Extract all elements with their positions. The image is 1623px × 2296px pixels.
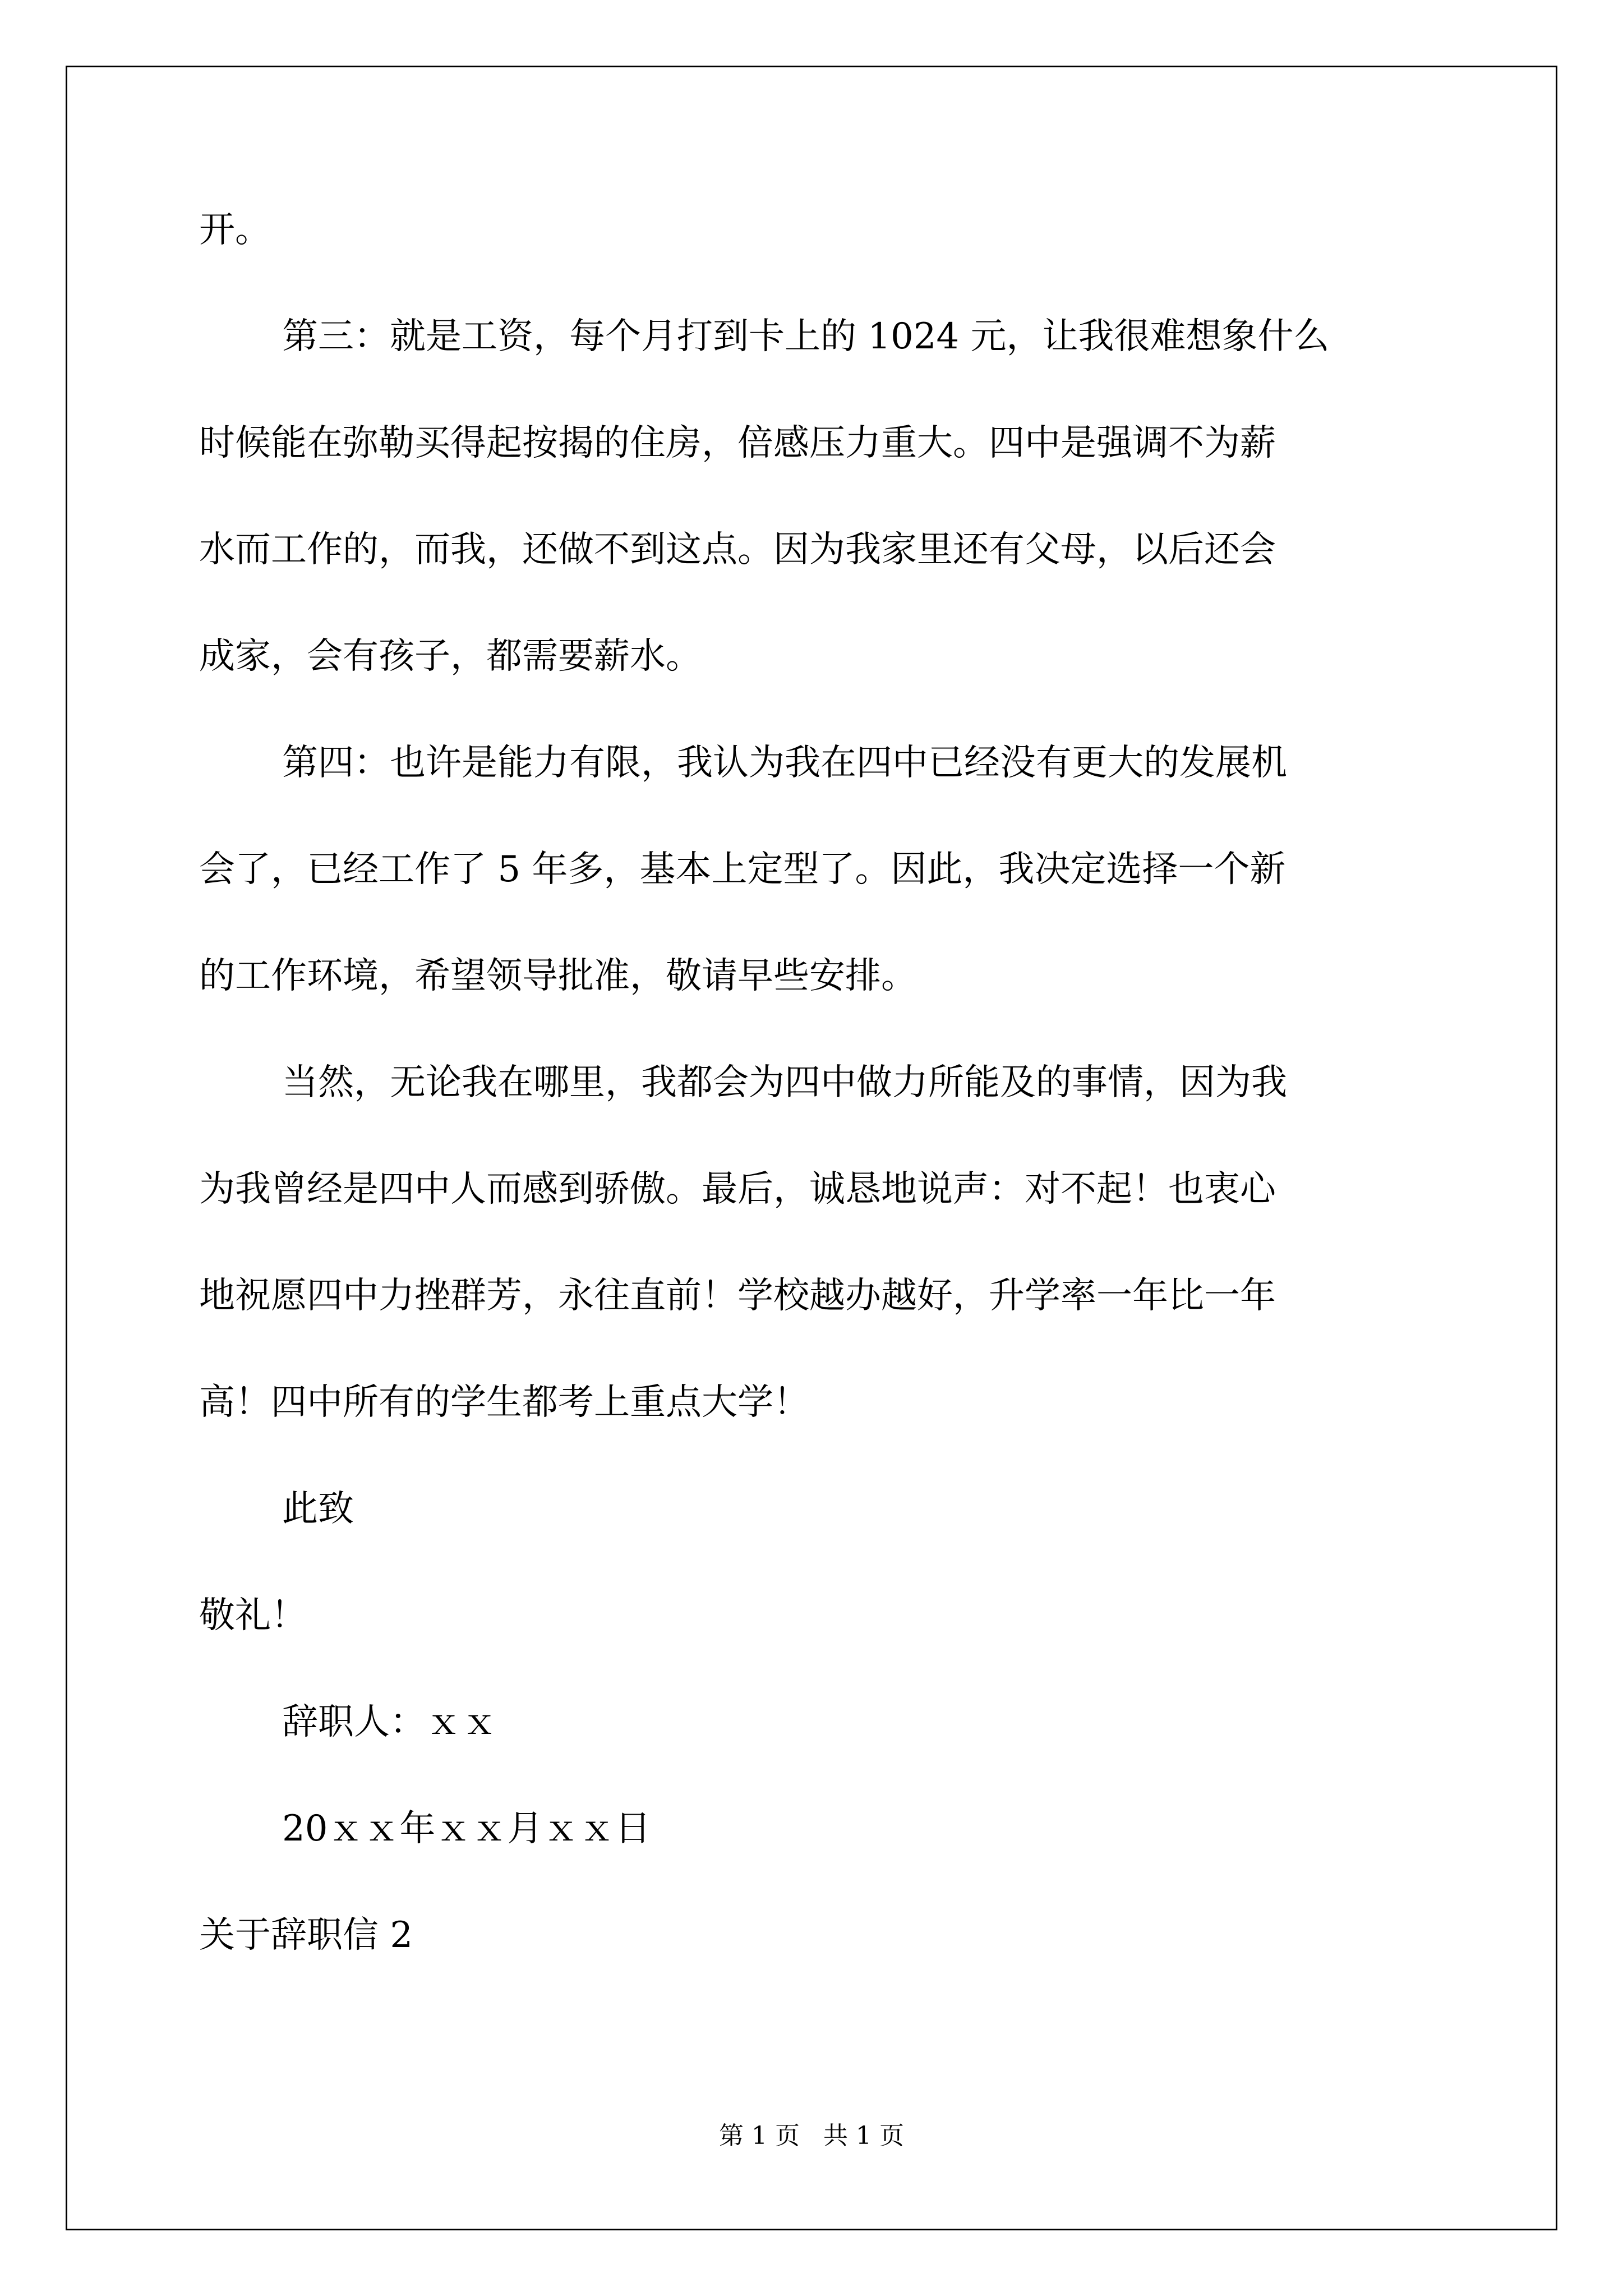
text-line: 地祝愿四中力挫群芳，永往直前！学校越办越好，升学率一年比一年 [199, 1275, 1276, 1317]
page-footer [0, 2119, 1623, 2153]
closing-paragraph-line: 当然，无论我在哪里，我都会为四中做力所能及的事情，因为我 [282, 1062, 1287, 1103]
paragraph-4-line: 第四：也许是能力有限，我认为我在四中已经没有更大的发展机 [282, 742, 1287, 784]
text-line: 成家，会有孩子，都需要薪水。 [199, 636, 702, 677]
paragraph-3-line: 第三：就是工资，每个月打到卡上的 1024 元，让我很难想象什么 [282, 316, 1330, 357]
salutation-jing-li: 敬礼！ [199, 1595, 307, 1636]
page-number-total: 共 1 页 [823, 2122, 904, 2150]
signature-name: 辞职人：ｘｘ [282, 1701, 497, 1743]
text-line: 开。 [199, 209, 271, 251]
page-border [66, 66, 1557, 2230]
text-line: 会了，已经工作了 5 年多，基本上定型了。因此，我决定选择一个新 [199, 849, 1286, 890]
text-line: 水而工作的，而我，还做不到这点。因为我家里还有父母，以后还会 [199, 529, 1276, 570]
page-number-current: 第 1 页 [719, 2122, 800, 2150]
text-line: 时候能在弥勒买得起按揭的住房，倍感压力重大。四中是强调不为薪 [199, 422, 1276, 464]
text-line: 的工作环境，希望领导批准，敬请早些安排。 [199, 955, 917, 997]
signature-date: 20ｘｘ年ｘｘ月ｘｘ日 [282, 1808, 651, 1849]
salutation-ci-zhi: 此致 [282, 1488, 354, 1530]
next-section-heading: 关于辞职信 2 [199, 1915, 413, 1956]
text-line: 高！四中所有的学生都考上重点大学！ [199, 1382, 809, 1423]
text-line: 为我曾经是四中人而感到骄傲。最后，诚恳地说声：对不起！也衷心 [199, 1168, 1276, 1210]
